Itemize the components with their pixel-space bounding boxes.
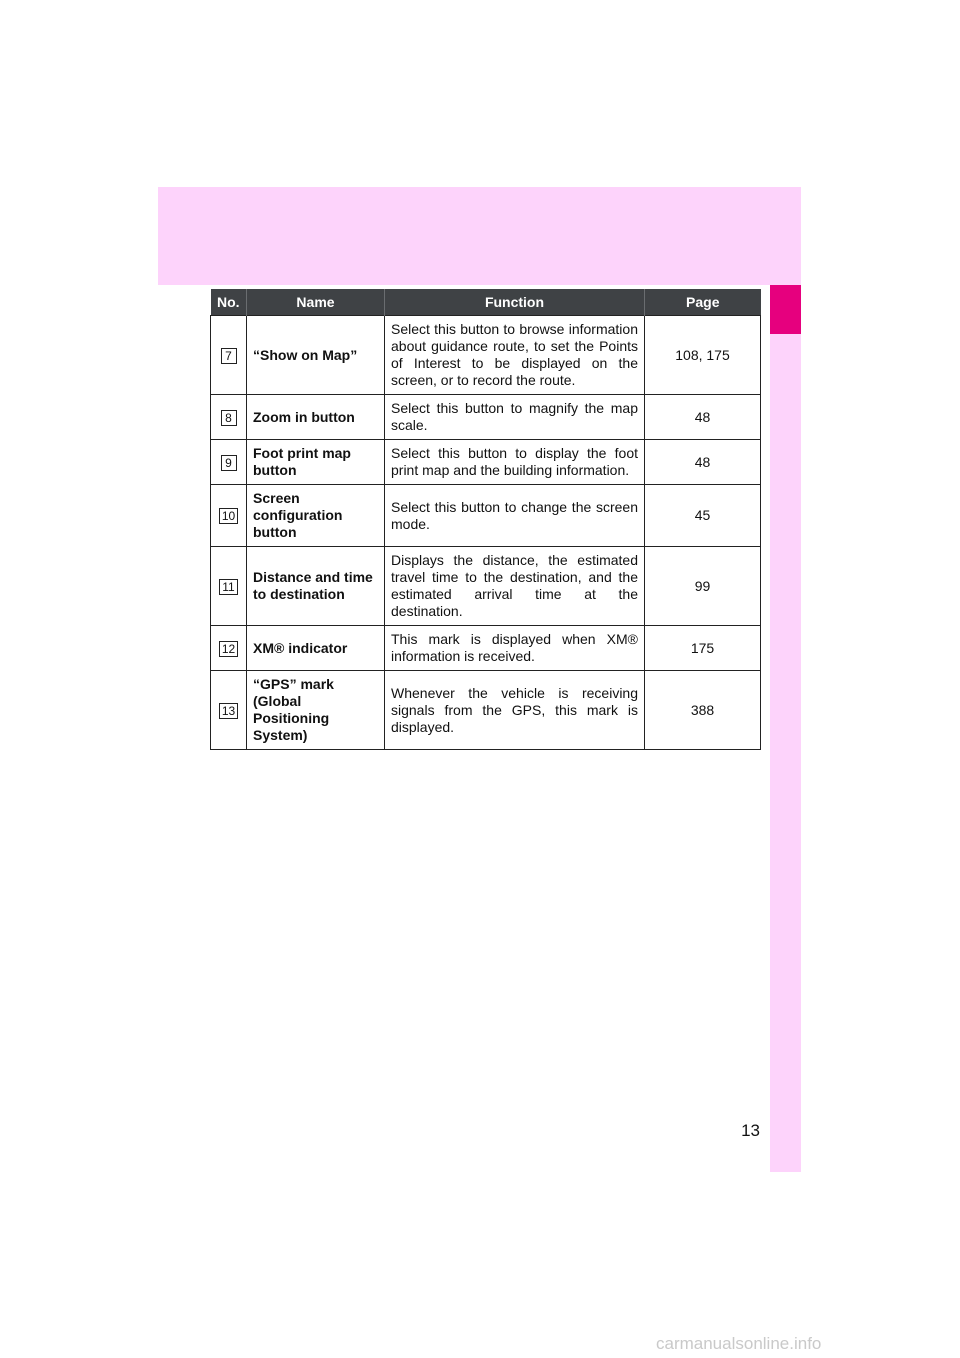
- row-name: Distance and time to destination: [247, 547, 385, 626]
- row-name: “Show on Map”: [247, 316, 385, 395]
- row-name: Foot print map button: [247, 440, 385, 485]
- header-page: Page: [645, 289, 761, 316]
- watermark-text: carmanualsonline.info: [656, 1334, 822, 1353]
- row-number-cell: [211, 626, 247, 671]
- row-number-cell: [211, 547, 247, 626]
- row-number-cell: [211, 395, 247, 440]
- row-number: 8: [221, 410, 237, 426]
- row-function: Select this button to display the foot print map and the building information.: [385, 440, 645, 485]
- row-page: 99: [645, 547, 761, 626]
- row-number-cell: [211, 316, 247, 395]
- row-function: This mark is displayed when XM® information is received.: [385, 626, 645, 671]
- table-row: [211, 626, 761, 671]
- table-row: [211, 316, 761, 395]
- row-number: 12: [219, 641, 238, 657]
- row-page: 175: [645, 626, 761, 671]
- row-number-cell: [211, 440, 247, 485]
- chapter-tab: [770, 285, 801, 334]
- side-index-strip: [770, 187, 801, 1172]
- page-number: 13: [741, 1121, 760, 1140]
- table-header-row: [211, 289, 761, 316]
- row-name: “GPS” mark (Global Positioning System): [247, 671, 385, 750]
- row-function: Select this button to change the screen mode.: [385, 485, 645, 547]
- row-name: Zoom in button: [247, 395, 385, 440]
- table-row: [211, 485, 761, 547]
- function-table: [210, 289, 761, 750]
- row-number-cell: [211, 485, 247, 547]
- row-number: 7: [221, 348, 237, 364]
- header-function: Function: [385, 289, 645, 316]
- row-function: Whenever the vehicle is receiving signals from the GPS, this mark is displayed.: [385, 671, 645, 750]
- row-page: 388: [645, 671, 761, 750]
- table-row: [211, 671, 761, 750]
- header-band: [158, 187, 801, 285]
- table-row: [211, 547, 761, 626]
- row-number-cell: [211, 671, 247, 750]
- row-page: 48: [645, 395, 761, 440]
- row-page: 108, 175: [645, 316, 761, 395]
- row-number: 9: [221, 455, 237, 471]
- header-no: No.: [211, 289, 247, 316]
- header-name: Name: [247, 289, 385, 316]
- row-number: 10: [219, 508, 238, 524]
- row-page: 45: [645, 485, 761, 547]
- row-name: XM® indicator: [247, 626, 385, 671]
- row-name: Screen configuration button: [247, 485, 385, 547]
- row-function: Displays the distance, the estimated travel time to the destination, and the estimated arrival time at the destination.: [385, 547, 645, 626]
- table-row: [211, 395, 761, 440]
- row-number: 11: [219, 579, 237, 595]
- table-row: [211, 440, 761, 485]
- row-function: Select this button to magnify the map scale.: [385, 395, 645, 440]
- row-number: 13: [219, 703, 238, 719]
- row-function: Select this button to browse information about guidance route, to set the Points of Interest to be displayed on the screen, or to record the route.: [385, 316, 645, 395]
- row-page: 48: [645, 440, 761, 485]
